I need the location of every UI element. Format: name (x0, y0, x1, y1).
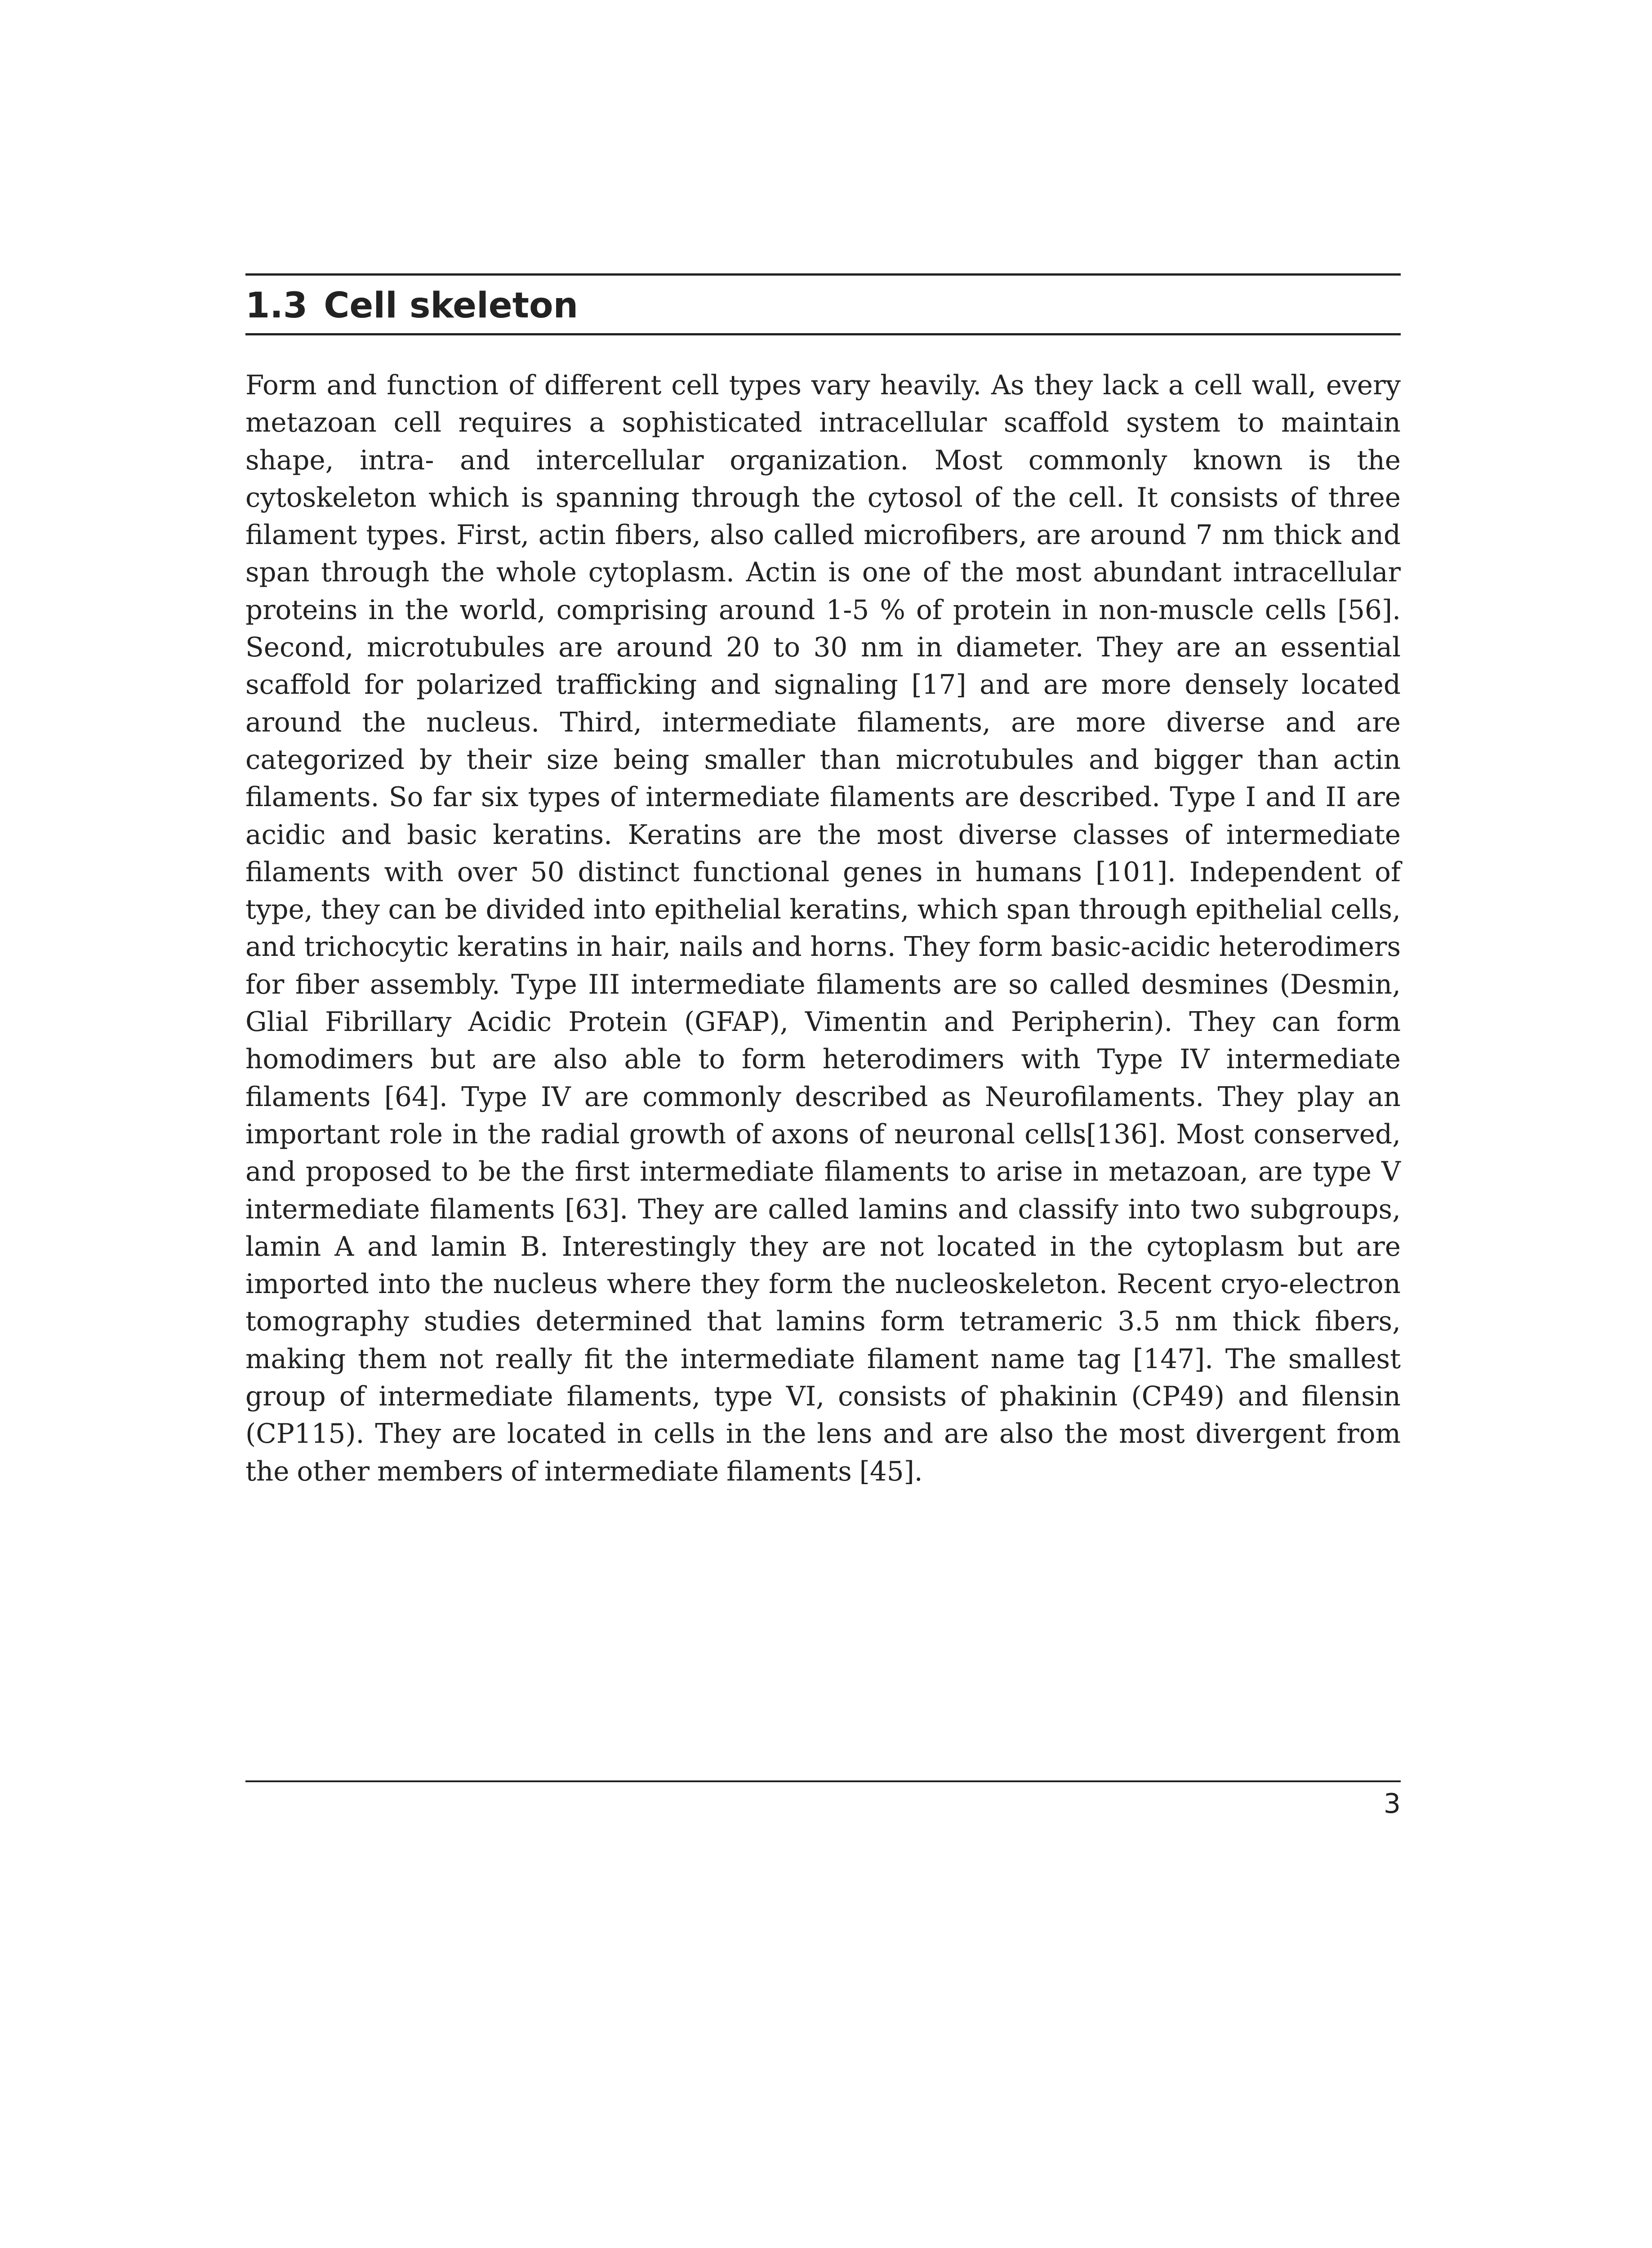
section-title: Cell skeleton (324, 285, 579, 326)
section-number: 1.3 (245, 285, 308, 326)
footer-rule (245, 1780, 1401, 1782)
page-footer (245, 1780, 1401, 1820)
section-heading (245, 276, 1401, 333)
page-number: 3 (1383, 1788, 1401, 1820)
section (245, 273, 1401, 1490)
section-bottom-rule (245, 333, 1401, 335)
body-paragraph: Form and function of different cell types vary heavily. As they lack a cell wall, every metazoan cell requires a sophisticated intracellular scaffold system to maintain shape, intra- and intercellular organization. Most commonly known is the cytoskeleton which is spanning through the cytosol of the cell. It consists of three filament types. First, actin fibers, also called microfibers, are around 7 nm thick and span through the whole cytoplasm. Actin is one of the most abundant intracellular proteins in the world, comprising around 1-5 % of protein in non-muscle cells [56]. Second, microtubules are around 20 to 30 nm in diameter. They are an essential scaffold for polarized trafficking and signaling [17] and are more densely located around the nucleus. Third, intermediate filaments, are more diverse and are categorized by their size being smaller than microtubules and bigger than actin filaments. So far six types of intermediate filaments are described. Type I and II are acidic and basic keratins. Keratins are the most diverse classes of intermediate filaments with over 50 distinct functional genes in humans [101]. Independent of type, they can be divided into epithelial keratins, which span through epithelial cells, and trichocytic keratins in hair, nails and horns. They form basic-acidic heterodimers for fiber assembly. Type III intermediate filaments are so called desmines (Desmin, Glial Fibrillary Acidic Protein (GFAP), Vimentin and Peripherin). They can form homodimers but are also able to form heterodimers with Type IV intermediate filaments [64]. Type IV are commonly described as Neurofilaments. They play an important role in the radial growth of axons of neuronal cells[136]. Most conserved, and proposed to be the first intermediate filaments to arise in metazoan, are type V intermediate filaments [63]. They are called lamins and classify into two subgroups, lamin A and lamin B. Interestingly they are not located in the cytoplasm but are imported into the nucleus where they form the nucleoskeleton. Recent cryo-electron tomography studies determined that lamins form tetrameric 3.5 nm thick fibers, making them not really fit the intermediate filament name tag [147]. The smallest group of intermediate filaments, type VI, consists of phakinin (CP49) and filensin (CP115). They are located in cells in the lens and are also the most divergent from the other members of intermediate filaments [45]. (245, 370, 1401, 1487)
